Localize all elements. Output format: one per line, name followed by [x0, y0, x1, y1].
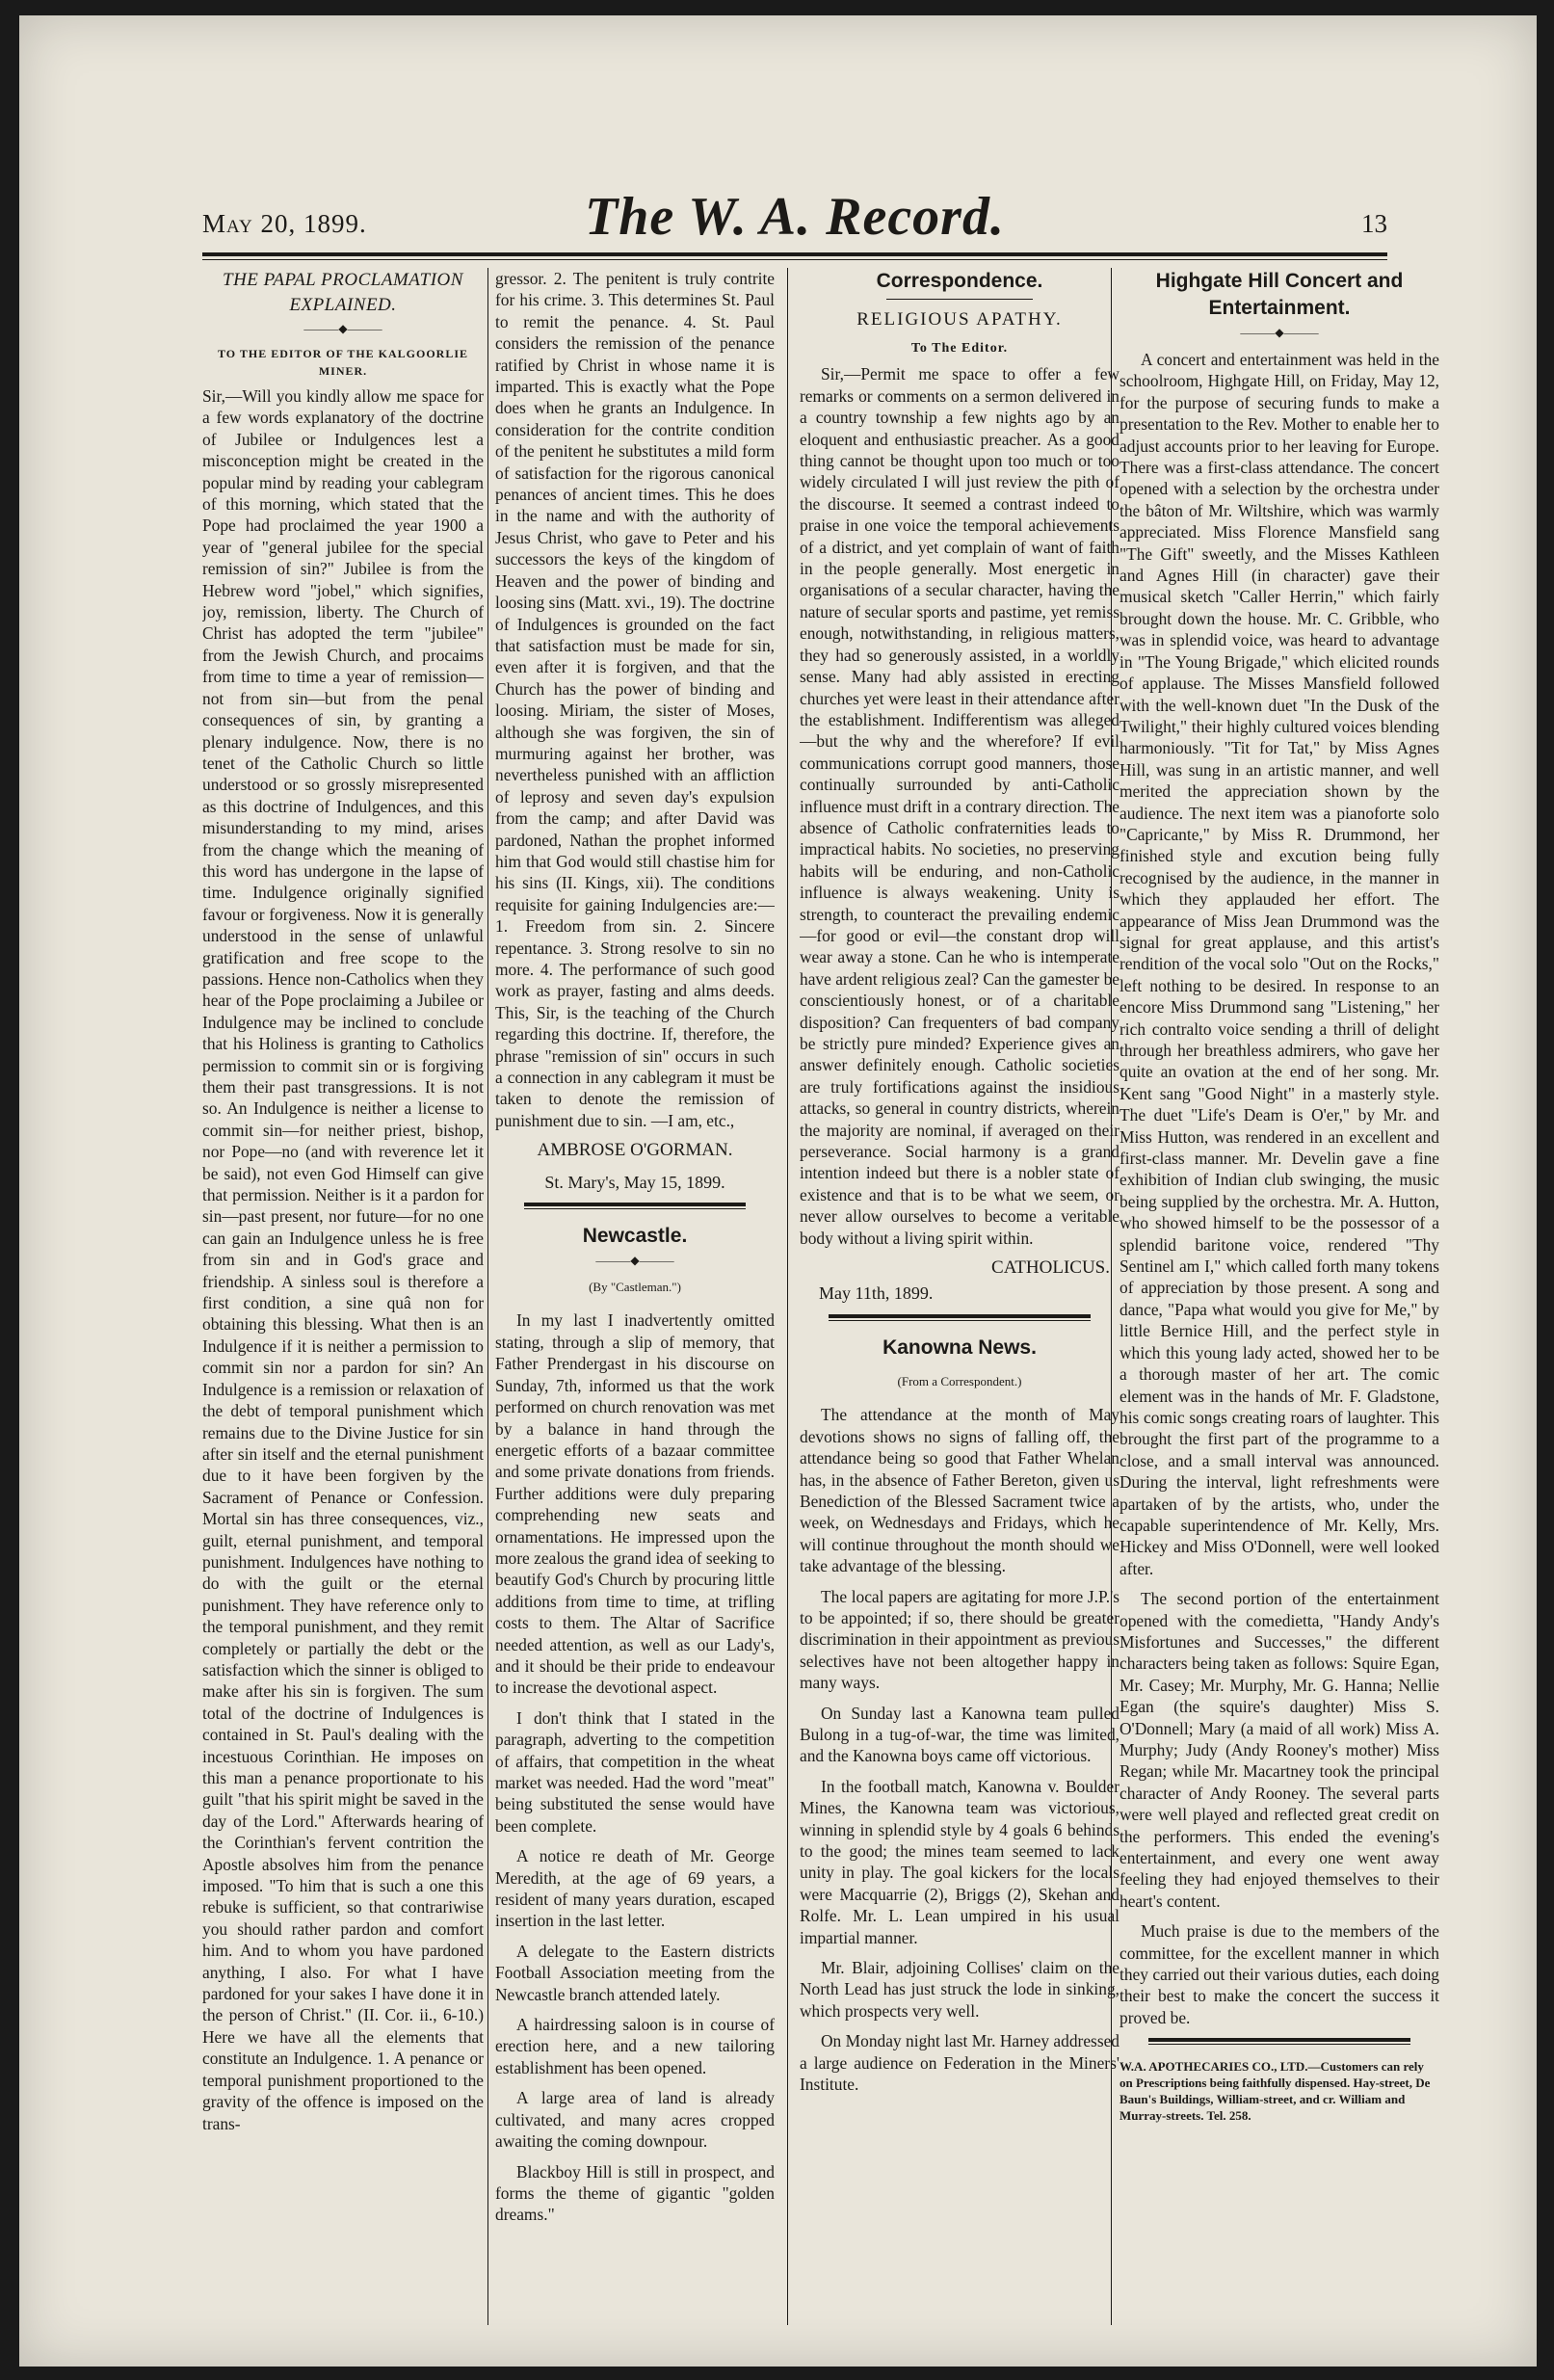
- article-body-papal-continued: gressor. 2. The penitent is truly contrite for his crime. 3. This determines St. Paul to remit the penance. 4. St. Paul considers the remission of the penance ratified by Christ in whose name it is imparted. This is exactly what the Pope does when he grants an Indulgence. In consideration for the contrite condition of the penitent he substitutes a mild form of satisfaction for the rigorous canonical penances of ancient times. This he does in the name and with the authority of Jesus Christ, who gave to Peter and his successors the keys of the kingdom of Heaven and the power of binding and loosing sins (Matt. xvi., 19). The doctrine of Indulgences is grounded on the fact that satisfaction must be made for sin, even after it is forgiven, and that the Church has the power of binding and loosing. Miriam, the sister of Moses, although she was forgiven, the sin of murmuring against her brother, was nevertheless punished with an affliction of leprosy and seven day's expulsion from the camp; and after David was pardoned, Nathan the prophet informed him that God would still chastise him for his sins (II. Kings, xii). The conditions requisite for gaining Indulgencies are:—1. Freedom from sin. 2. Sincere repentance. 3. Strong resolve to sin no more. 4. The performance of such good work as prayer, fasting and alms deeds. This, Sir, is the teaching of the Church regarding this doctrine. If, therefore, the phrase "remission of sin" occurs in such a connection in any cablegram it must be taken to denote the remission of punishment due to sin. —I am, etc.,: [495, 269, 775, 1130]
- paragraph: A notice re death of Mr. George Meredith, at the age of 69 years, a resident of many years duration, escaped insertion in the last letter.: [495, 1846, 775, 1931]
- advertisement-head: W.A. APOTHECARIES CO., LTD.: [1119, 2059, 1308, 2075]
- paragraph: Much praise is due to the members of the committee, for the excellent manner in which they carried out their various duties, each doing their best to make the concert the success it proved be.: [1119, 1921, 1439, 2027]
- article-heading-newcastle: Newcastle.: [582, 1225, 688, 1248]
- byline: (From a Correspondent.): [897, 1373, 1022, 1388]
- masthead-rule: [202, 252, 1387, 256]
- article-body-papal: Sir,—Will you kindly allow me space for a few words explanatory of the doctrine of Jubilee or Indulgences lest a misconception might be created in the popular mind by reading your cablegram of this morning, which stated that the Pope had proclaimed the year 1900 a year of "general jubilee for the special remission of sin?" Jubilee is from the Hebrew word "jobel," which signifies, joy, remission, liberty. The Church of Christ has adopted the term "jubilee" from the Jewish Church, and procaims from time to time a year of remission—not from sin—but from the penal consequences of sin, by granting a plenary indulgence. Now, there is no tenet of the Catholic Church so little understood or so grossly misrepresented as this doctrine of Indulgences, and this misunderstanding to my mind, arises from the change which the meaning of this word has undergone in the lapse of time. Indulgence originally signified favour or forgiveness. Now it is generally understood in the sense of unlawful gratification and free scope to the passions. Hence non-Catholics when they hear of the Pope proclaiming a Jubilee or Indulgence may be inclined to conclude that his Holiness is granting to Catholics permission to commit sin or is forgiving them their past transgressions. It is not so. An Indulgence is neither a license to commit sin—for neither priest, bishop, nor Pope—no (and with reverence let it be said), not even God Himself can give that permission. Neither is it a pardon for sin—past present, nor future—for no one can gain an Indulgence unless he is free from sin and in God's grace and friendship. A sinless soul is therefore a first condition, a sine quâ non for obtaining this blessing. What then is an Indulgence if it is neither a permission to commit sin nor a pardon for sin? An Indulgence is a remission or relaxation of the debt of temporal punishment which remains due to the Divine Justice for sin after sin itself and the eternal punishment due to it have been forgiven by the Sacrament of Penance or Confession. Mortal sin has three consequences, viz., guilt, eternal punishment, and temporal punishment. Indulgences have nothing to do with the guilt or the eternal punishment. They have reference only to the temporal punishment, and they remit completely or partially the debt or the satisfaction which the sinner is obliged to make after his sin is forgiven. The sum total of the doctrine of Indulgences is contained in St. Paul's dealing with the incestuous Corinthian. He imposes on this man a penance proportionate to his guilt "that his spirit might be saved in the day of the Lord." Afterwards hearing of the Corinthian's fervent contrition the Apostle absolves him from the penance imposed. "To him that is such a one this rebuke is sufficient, so that contrariwise you should rather pardon and comfort him. And to whom you have pardoned anything, I also. For what I have pardoned for your sakes I have done it in the person of Christ." (II. Cor. ii., 6-10.) Here we have all the elements that constitute an Indulgence. 1. A penance or temporal punishment proportioned to the gravity of the offence is imposed on the trans-: [202, 386, 484, 2133]
- heading-rule: [886, 299, 1033, 300]
- ornament-divider: ———◆———: [1240, 326, 1319, 339]
- paragraph: A delegate to the Eastern districts Football Association meeting from the Newcastle branch attended lately.: [495, 1941, 775, 2004]
- byline: (By "Castleman."): [589, 1280, 681, 1295]
- letter-dateline: St. Mary's, May 15, 1899.: [544, 1172, 725, 1192]
- paragraph: In the football match, Kanowna v. Boulder Mines, the Kanowna team was victorious, winning in splendid style by 4 goals 6 behinds to the good; the mines team seemed to lack unity in play. The goal kickers for the locals were Macquarrie (2), Briggs (2), Skehan and Rolfe. Mr. L. Lean umpired in his usual impartial manner.: [800, 1776, 1119, 1947]
- advertisement-text: —Customers can rely on Prescriptions being faithfully dispensed. Hay-street, De Baun's Buildings, William-street, and cr. William and Murray-streets. Tel. 258.: [1119, 2059, 1431, 2124]
- paragraph: A hairdressing saloon is in course of erection here, and a new tailoring establishment has been opened.: [495, 2015, 775, 2077]
- advertisement: [1119, 2058, 1439, 2124]
- article-heading-papal: THE PAPAL PROCLAMATION EXPLAINED.: [223, 270, 463, 315]
- paragraph: Mr. Blair, adjoining Collises' claim on the North Lead has just struck the lode in sinking, which prospects very well.: [800, 1958, 1119, 2021]
- section-rule-thin: [829, 1320, 1091, 1321]
- column-divider: [487, 268, 488, 2325]
- paragraph: The local papers are agitating for more J.P.'s to be appointed; if so, there should be greater discrimination in their appointment as previous selectives have not been altogether happy in many ways.: [800, 1586, 1119, 1693]
- ornament-divider: ———◆———: [595, 1254, 674, 1268]
- article-heading-religious-apathy: RELIGIOUS APATHY.: [856, 309, 1063, 330]
- masthead: [202, 184, 1387, 251]
- article-heading-kanowna: Kanowna News.: [882, 1335, 1037, 1359]
- issue-date: May 20, 1899.: [202, 209, 367, 238]
- letter-signature: AMBROSE O'GORMAN.: [537, 1140, 733, 1161]
- page-number: 13: [1361, 209, 1387, 238]
- paragraph: On Monday night last Mr. Harney addressed a large audience on Federation in the Miners' Institute.: [800, 2031, 1119, 2095]
- column-1: [202, 268, 484, 2330]
- letter-signature: CATHOLICUS.: [991, 1257, 1110, 1279]
- masthead-rule-thin: [202, 259, 1387, 260]
- column-4: [1119, 268, 1439, 2330]
- paragraph: A large area of land is already cultivated, and many acres cropped awaiting the coming downpour.: [495, 2088, 775, 2152]
- paragraph: A concert and entertainment was held in the schoolroom, Highgate Hill, on Friday, May 12, for the purpose of securing funds to make a presentation to the Rev. Mother to enable her to adjust accounts prior to her leaving for Europe. There was a first-class attendance. The concert opened with a selection by the orchestra under the bâton of Mr. Wiltshire, which was warmly appreciated. Miss Florence Mansfield sang "The Gift" sweetly, and the Misses Kathleen and Agnes Hill (in character) gave their musical sketch "Caller Herrin," which fairly brought down the house. Mr. C. Gribble, who was in splendid voice, was heard to advantage in "The Young Brigade," which elicited rounds of applause. The Misses Mansfield followed with the well-known duet "In the Dusk of the Twilight," their highly cultured voices blending harmoniously. "Tit for Tat," by Miss Agnes Hill, was sung in an artistic manner, and well merited the appreciation shown by the audience. The next item was a pianoforte solo "Capricante," by Miss R. Drummond, her finished style and excution being fully recognised by the audience, in the manner in which they applauded her effort. The appearance of Miss Jean Drummond was the signal for great applause, and this artist's rendition of the vocal solo "Out on the Rocks," left nothing to be desired. In response to an encore Miss Drummond sang "Listening," her rich contralto voice sending a thrill of delight through her breathless admirers, who gave her quite an ovation at the end of her song. Mr. Kent sang "Good Night" in a masterly style. The duet "Life's Deam is O'er," by Mr. and Miss Hutton, was rendered in an excellent and first-class manner. Mr. Develin gave a fine exhibition of Indian club swinging, the music being supplied by the orchestra. Mr. A. Hutton, who showed himself to be the possessor of a splendid baritone voice, rendered "Thy Sentinel am I," which called forth many tokens of appreciation by those present. A song and dance, "Papa what would you give for Me," by little Bernice Hill, and the perfect style in which this young lady acted, showed her to be a thorough master of her art. The comic element was in the hands of Mr. F. Gladstone, his comic songs creating roars of laughter. This brought the first part of the programme to a close, and a small interval was announced. During the interval, light refreshments were partaken of by the artists, who, under the capable superintendence of Mr. Kelly, Mrs. Hickey and Miss O'Donnell, were well looked after.: [1119, 350, 1439, 1578]
- column-2: [495, 268, 775, 2330]
- column-divider: [787, 268, 788, 2325]
- section-rule: [1148, 2038, 1410, 2042]
- column-3: [800, 268, 1119, 2330]
- paragraph: In my last I inadvertently omitted stating, through a slip of memory, that Father Prendergast in his discourse on Sunday, 7th, informed us that the work performed on church renovation was met by a balance in hand through the energetic efforts of a bazaar committee and some private donations from friends. Further additions were duly preparing comprehending new seats and ornamentations. He impressed upon the more zealous the grand idea of seeking to beautify God's Church by procuring little additions from time to time, at trifling costs to them. The Altar of Sacrifice needed attention, as well as our Lady's, and it should be their pride to endeavour to increase the devotional aspect.: [495, 1310, 775, 1698]
- paragraph: The second portion of the entertainment opened with the comedietta, "Handy Andy's Misfortunes and Successes," the different characters being taken as follows: Squire Egan, Mr. Casey; Mr. Murphy, Mr. G. Hanna; Nellie Egan (the squire's daughter) Miss S. O'Donnell; Mary (a maid of all work) Miss A. Murphy; Judy (Andy Rooney's mother) Miss Regan; while Mr. Macartney took the principal character of Andy Rooney. The several parts were well played and reflected great credit on the performers. This ended the evening's entertainment, and every one went away feeling they had enjoyed themselves to their heart's content.: [1119, 1589, 1439, 1911]
- letter-dateline: May 11th, 1899.: [819, 1283, 934, 1304]
- article-body-apathy: Sir,—Permit me space to offer a few remarks or comments on a sermon delivered in a country township a few nights ago by an eloquent and enthusiastic preacher. As a good thing cannot be thought upon too much or too widely circulated I will just review the pith of the discourse. It seemed a contrast indeed to praise in one voice the temporal achievements of a district, and yet complain of want of faith in the people generally. Most energetic in organisations of a secular character, having the nature of secular sports and pastime, yet remiss enough, notwithstanding, in religious matters, they had so generously assisted, in a worldly sense. Many had ably assisted in erecting churches yet were least in their attendance after the establishment. Indifferentism was alleged—but the why and the wherefore? If evil communications corrupt good manners, those continually surrounded by anti-Catholic influence must drift in a contrary direction. The absence of Catholic confraternities leads to impractical habits. No societies, no preserving habits will be enduring, and non-Catholic influence is always weakening. Unity is strength, to counteract the prevailing endemic—for good or evil—the constant drop will wear away a stone. Can he who is intemperate have ardent religious zeal? Can the gamester be conscientiously honest, or of a charitable disposition? Can frequenters of bad company be strictly pure minded? Experience gives an answer definitely enough. Catholic societies are truly fortifications against the insidious attacks, so general in country districts, wherein the majority are nominal, if averaged on their perseverance. Social harmony is a grand intention indeed but there is a nobler state of existence and that is to be what we seem, or never allow ourselves to become a veritable body without a living spirit within.: [800, 364, 1119, 1248]
- article-heading-highgate: Highgate Hill Concert and Entertainment.: [1155, 270, 1404, 319]
- paragraph: Blackboy Hill is still in prospect, and forms the theme of gigantic "golden dreams.": [495, 2161, 775, 2225]
- section-rule: [829, 1314, 1091, 1318]
- paragraph: The attendance at the month of May devotions shows no signs of falling off, the attendance being so good that Father Whelan has, in the absence of Father Bereton, given us Benediction of the Blessed Sacrament twice a week, on Wednesdays and Fridays, which he will continue throughout the month should we take advantage of the blessing.: [800, 1405, 1119, 1576]
- to-editor-line: TO THE EDITOR OF THE KALGOORLIE MINER.: [217, 347, 469, 378]
- section-rule-thin: [1148, 2044, 1410, 2045]
- to-editor-line: To The Editor.: [910, 341, 1009, 357]
- newspaper-page: [19, 15, 1537, 2367]
- section-rule-thin: [524, 1208, 746, 1209]
- section-heading-correspondence: Correspondence.: [876, 270, 1043, 292]
- paragraph: On Sunday last a Kanowna team pulled Bulong in a tug-of-war, the time was limited, and the Kanowna boys came off victorious.: [800, 1703, 1119, 1766]
- newspaper-title: The W. A. Record.: [585, 187, 1005, 247]
- paragraph: I don't think that I stated in the paragraph, adverting to the competition of affairs, that competition in the wheat market was needed. Had the word "meat" being substituted the sense would have been complete.: [495, 1707, 775, 1836]
- section-rule: [524, 1203, 746, 1206]
- ornament-divider: ———◆———: [303, 322, 382, 335]
